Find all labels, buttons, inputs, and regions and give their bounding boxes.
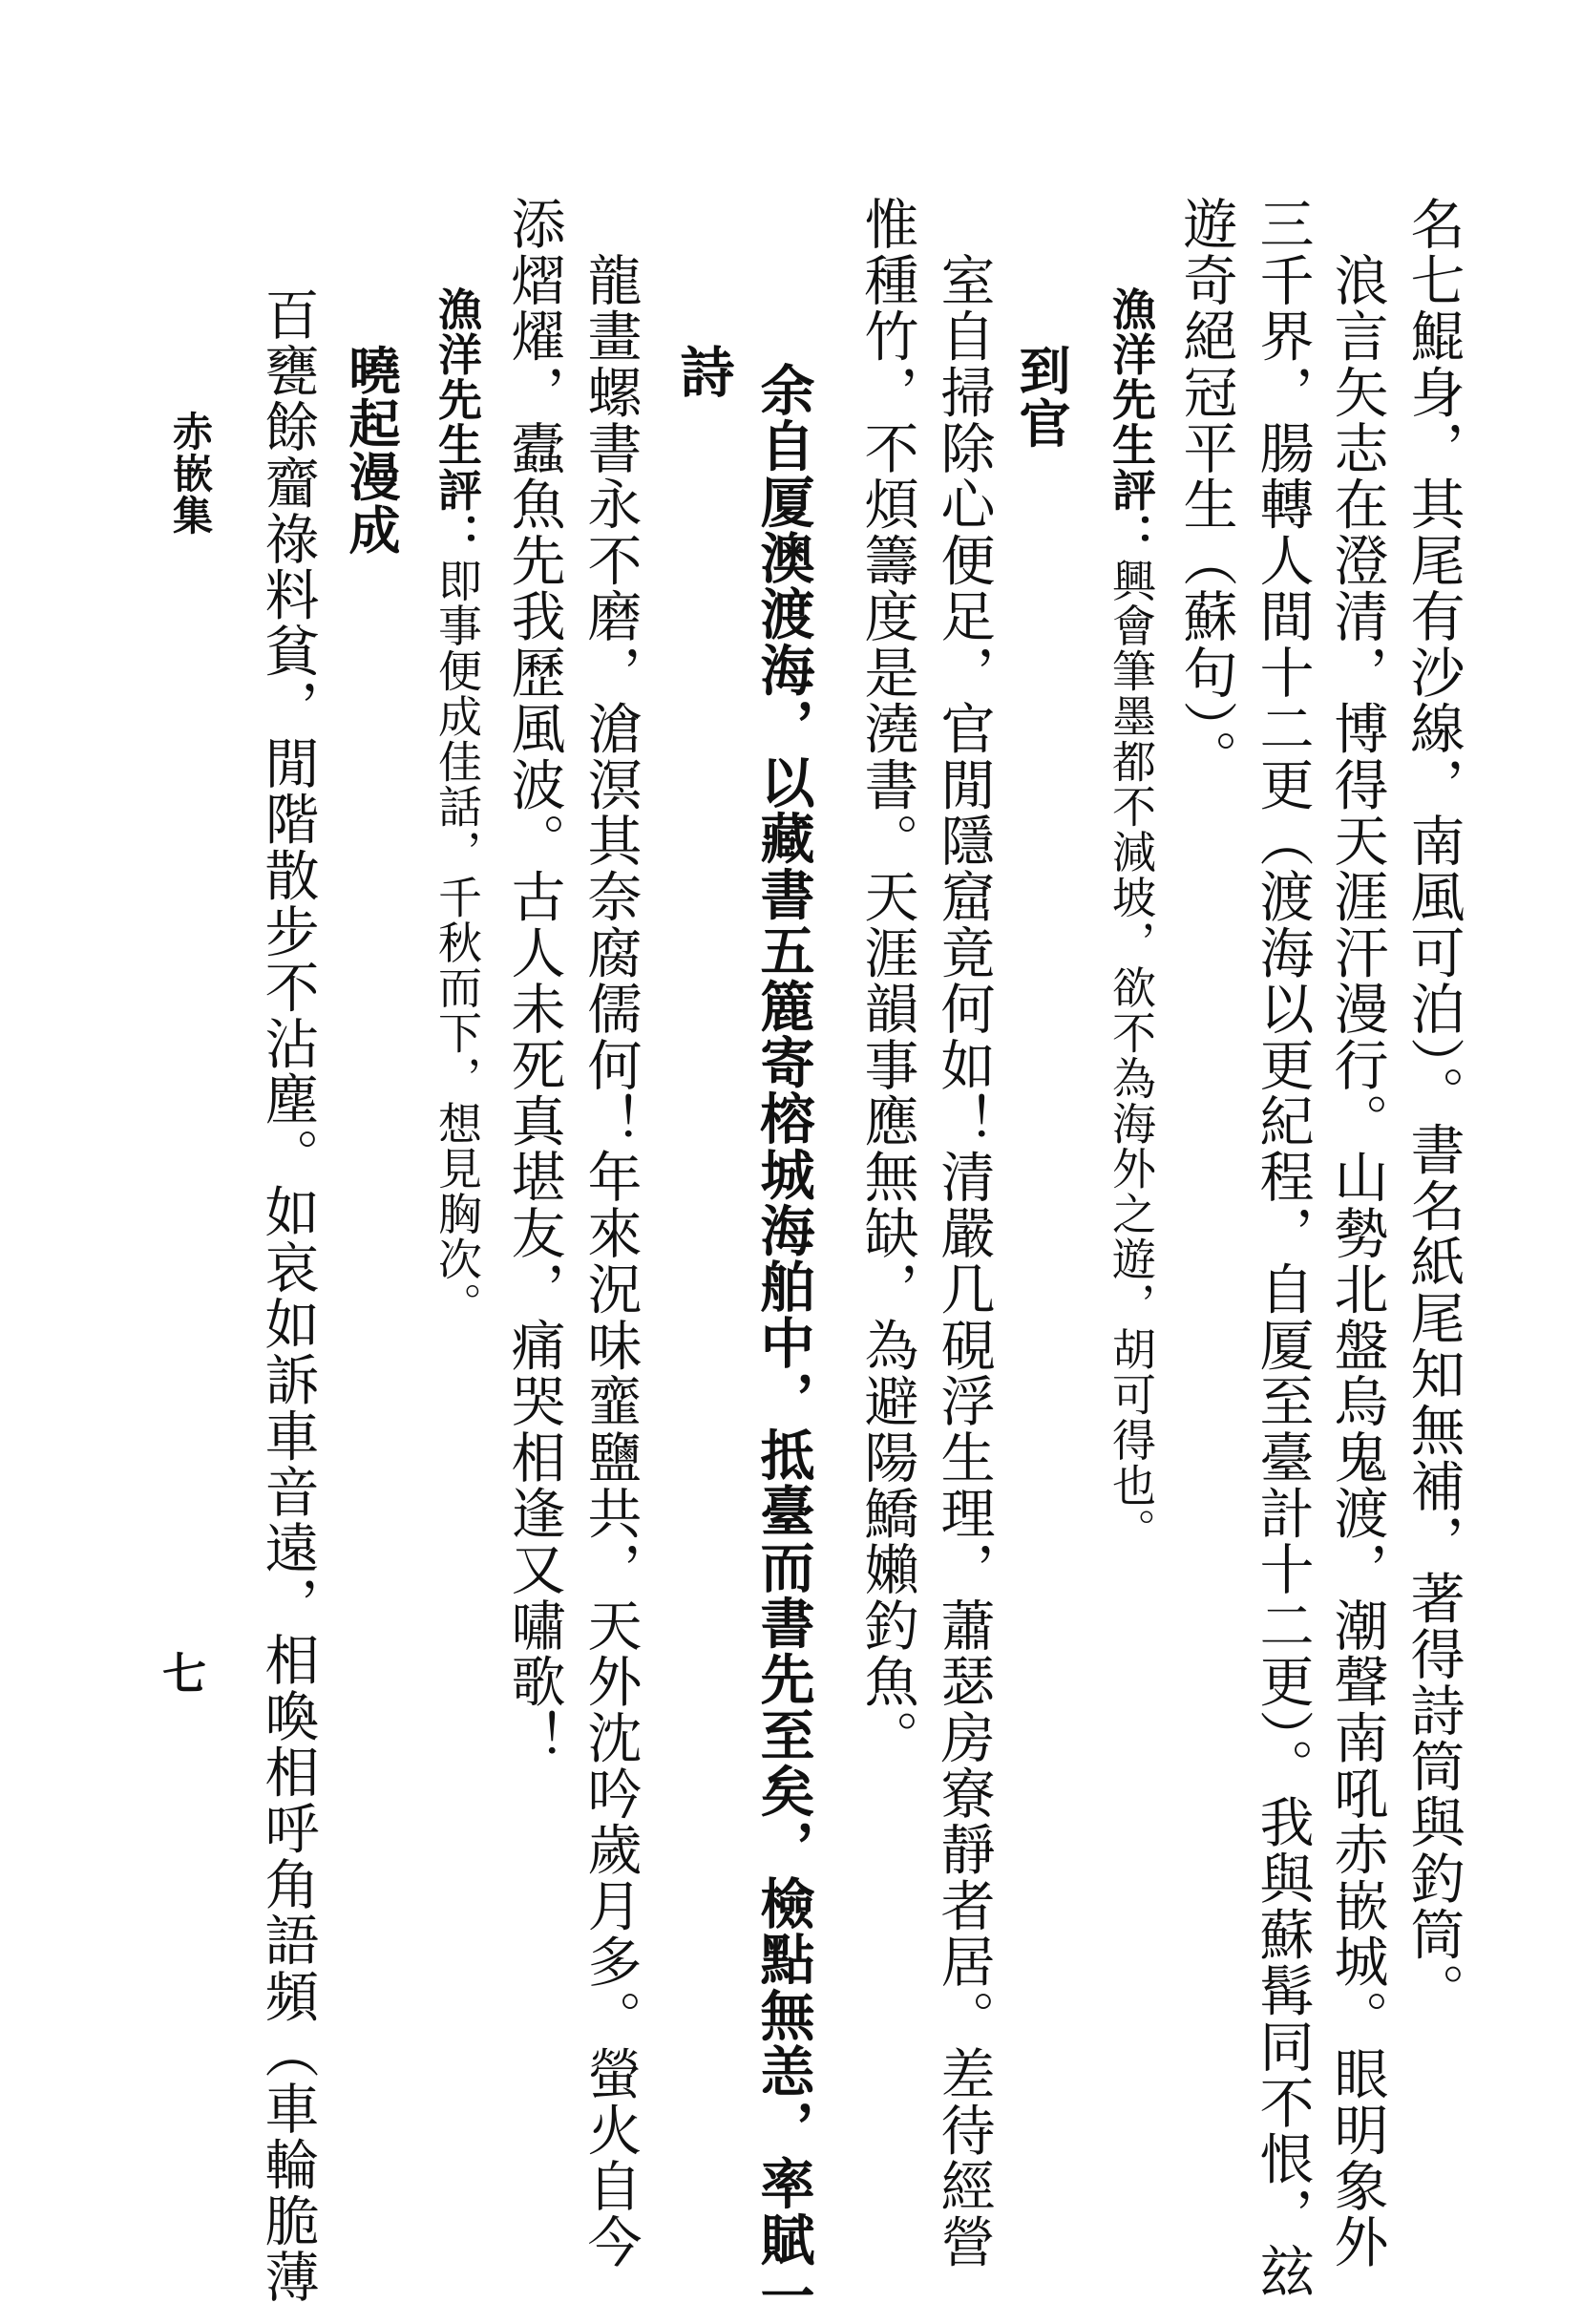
column-text: 百甕餘齏祿料貧，閒階散步不沾塵。如哀如訴車音遠，相喚相呼角語頻（車輪脆薄 — [256, 286, 319, 2305]
running-head-text: 赤嵌集 — [167, 411, 214, 538]
page-number — [162, 1648, 206, 1700]
poem-title-text: 詩 — [671, 344, 735, 400]
text-column-1 — [1402, 196, 1465, 2018]
column-text: 惟種竹，不煩籌度是澆書。天涯韻事應無缺，為避陽鱎嬾釣魚。 — [855, 196, 918, 1765]
column-text: 名七鯤身，其尾有沙線，南風可泊）。書名紙尾知無補，著得詩筒與釣筒。 — [1402, 196, 1465, 2018]
column-text: 龍畫螺書永不磨，滄溟其奈腐儒何！年來況味韲鹽共，天外沈吟歲月多。螢火自今 — [579, 196, 642, 2271]
text-column-4 — [1174, 196, 1237, 786]
column-text: 三千界，腸轉人間十二更（渡海以更紀程，自厦至臺計十二更）。我與蘇髯同不恨，玆 — [1251, 196, 1314, 2299]
column-text: 室自掃除心便足，官閒隱窟竟何如！清嚴几硯浮生理，蕭瑟房寮靜者居。差待經營 — [932, 196, 995, 2271]
poem-title-text: 到官 — [1011, 344, 1072, 451]
column-text: 遊奇絕冠平生（蘇句）。 — [1174, 196, 1237, 786]
poem-title-2-line-1 — [751, 306, 815, 2324]
text-column-7 — [932, 196, 995, 2271]
poem-title-text: 余自厦澳渡海，以藏書五簏寄榕城海舶中，抵臺而書先至矣，檢點無恙，率賦一 — [751, 306, 815, 2324]
text-column-3 — [1251, 196, 1314, 2299]
poem-title-1 — [1011, 344, 1072, 451]
column-text: 浪言矢志在澄清，博得天涯汗漫行。山勢北盤烏鬼渡，潮聲南吼赤嵌城。眼明象外 — [1325, 196, 1388, 2271]
poem-title-3 — [341, 344, 402, 557]
column-text: 添熠燿，蠹魚先我歷風波。古人未死真堪友，痛哭相逢又嘯歌！ — [502, 196, 565, 1765]
commentary-label: 漁洋先生評： — [1106, 286, 1157, 559]
commentary-column-1 — [1106, 286, 1157, 1553]
text-column-15 — [256, 286, 319, 2305]
commentary-text: 興會筆墨都不減坡，欲不為海外之遊，胡可得也。 — [1106, 558, 1157, 1553]
commentary-text: 即事便成佳話，千秋而下，想見胸次。 — [432, 558, 483, 1327]
commentary-label: 漁洋先生評： — [432, 286, 483, 559]
text-column-12 — [502, 196, 565, 1765]
text-column-8 — [855, 196, 918, 1765]
text-column-11 — [579, 196, 642, 2271]
page-number-text: 七 — [162, 1648, 206, 1700]
commentary-column-2 — [432, 286, 483, 1327]
poem-title-text: 曉起漫成 — [341, 344, 402, 557]
running-head — [167, 411, 214, 538]
poem-title-2-line-2 — [671, 344, 735, 400]
text-column-2 — [1325, 196, 1388, 2271]
